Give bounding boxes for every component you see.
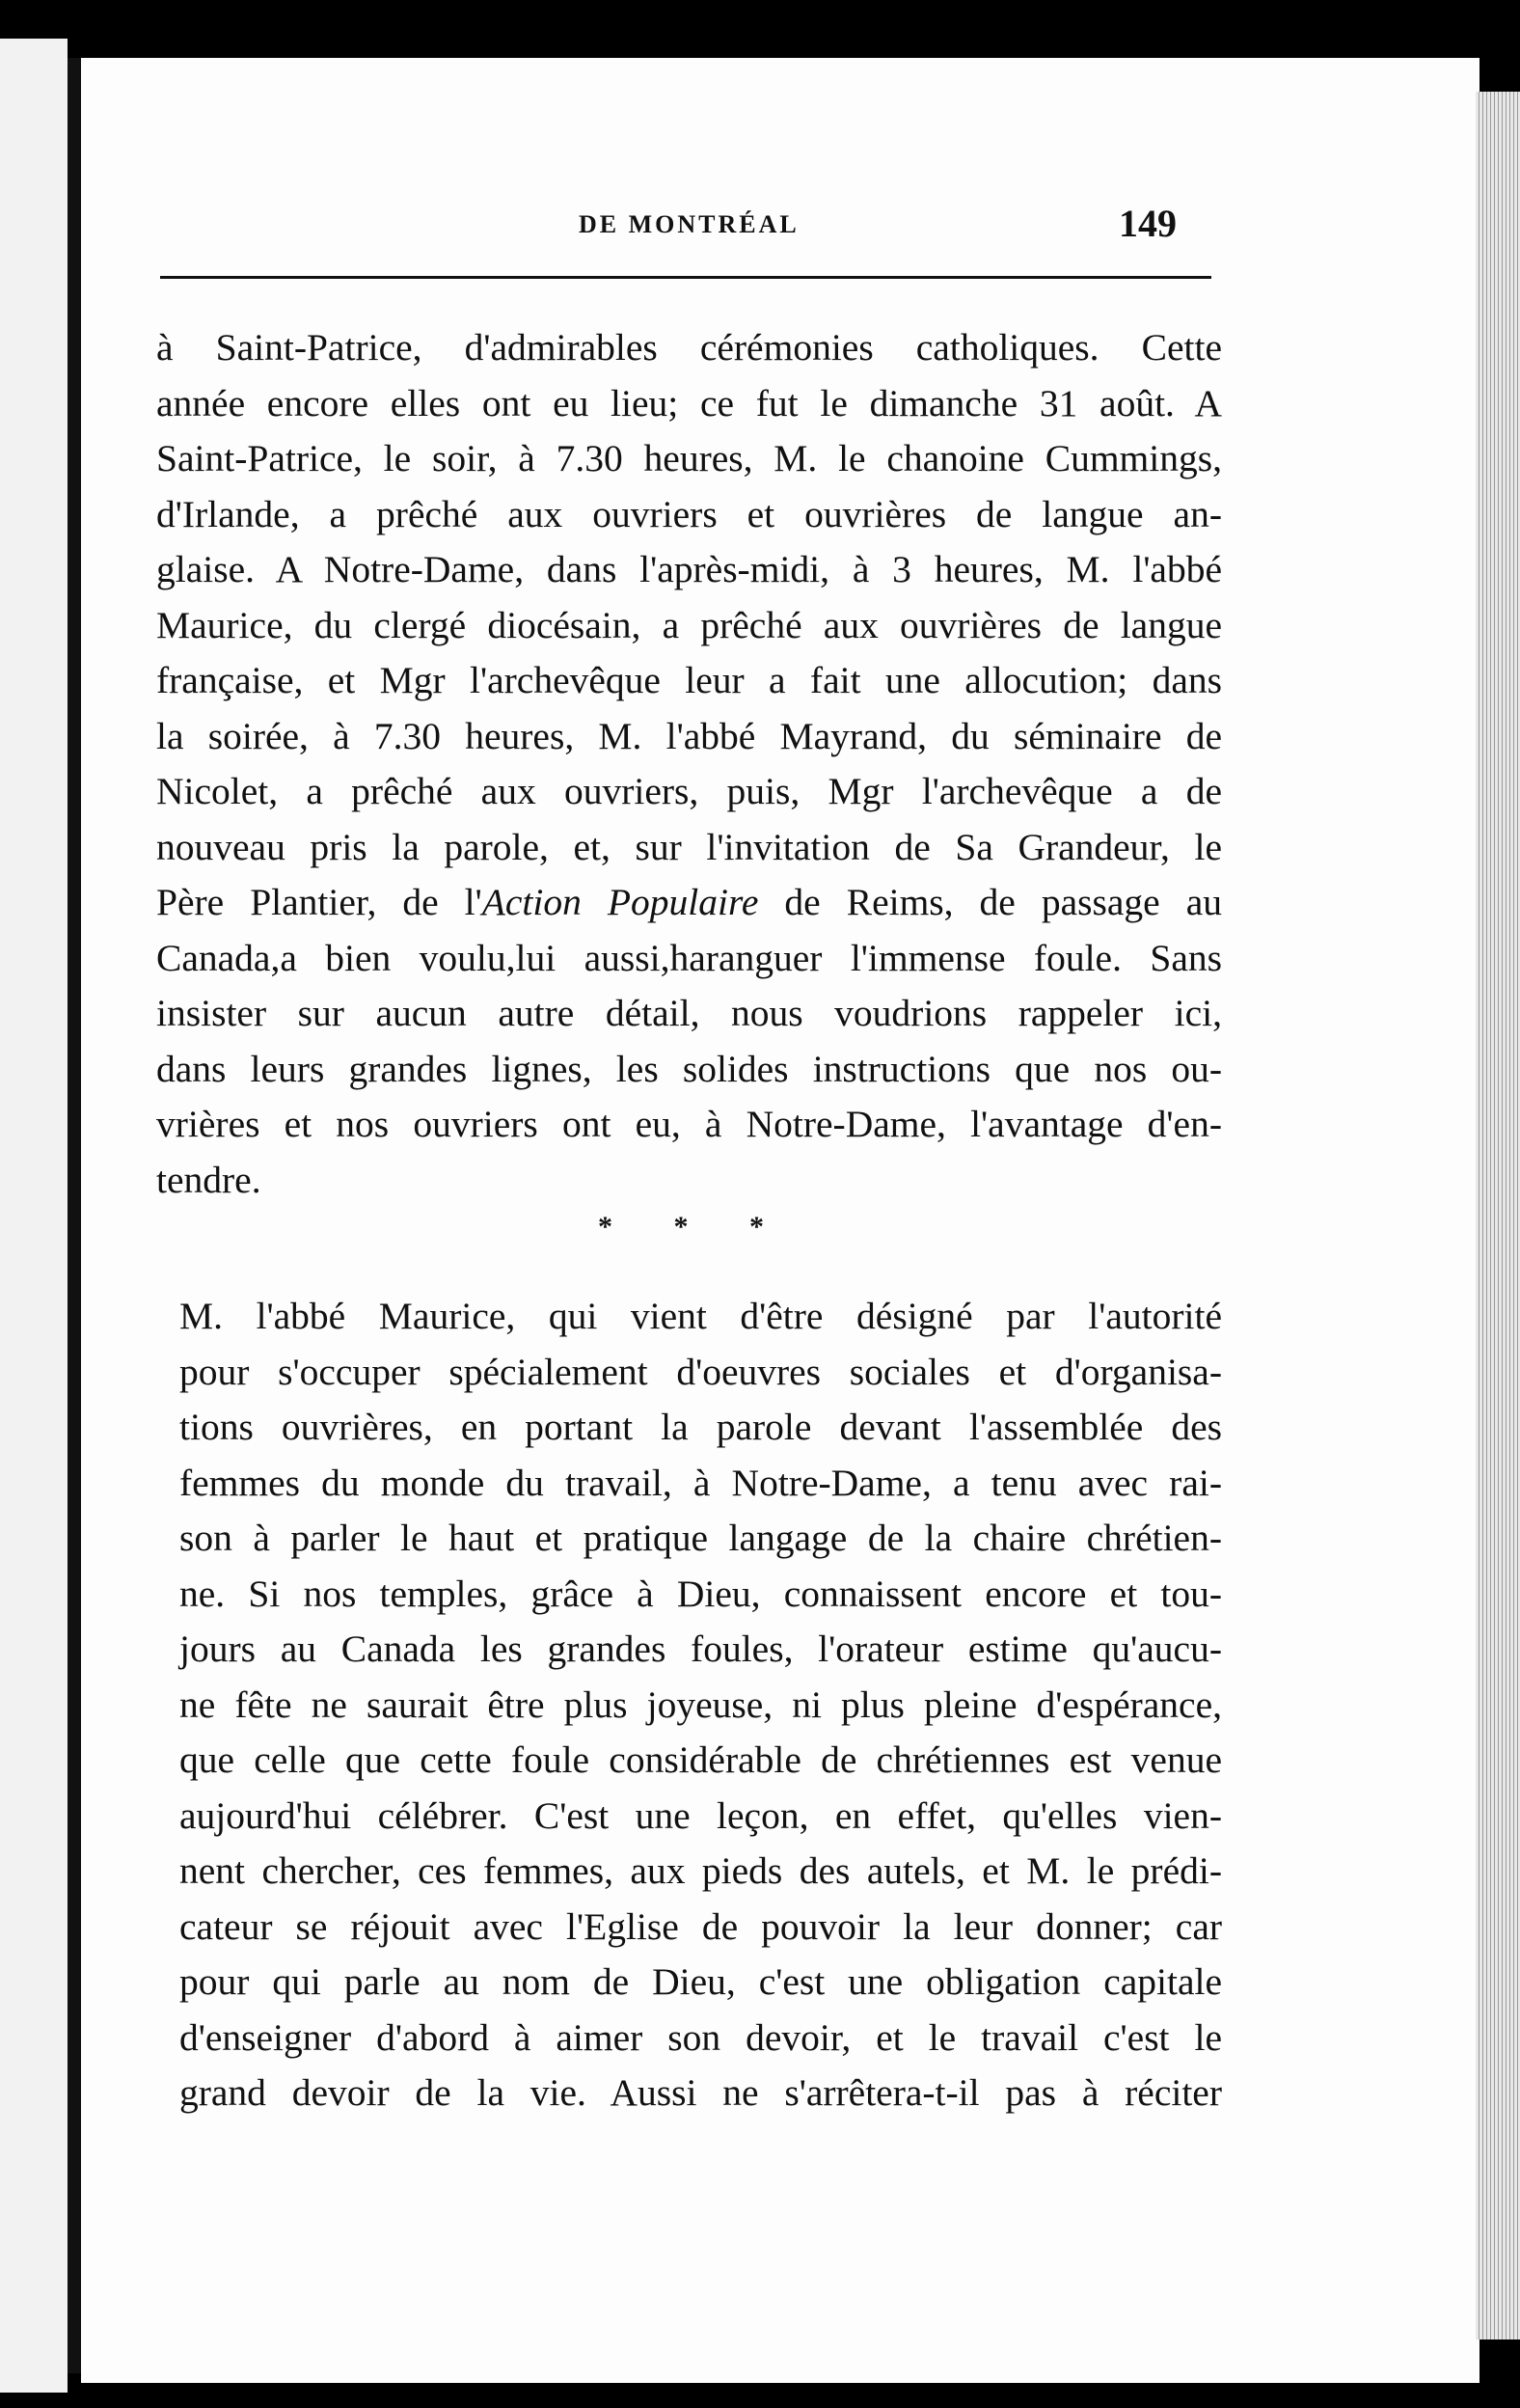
text-line: cateur se réjouit avec l'Eglise de pouvoir la leur donner; car [179, 1904, 1222, 1948]
adjacent-page-edge [0, 39, 68, 2393]
text-line: que celle que cette foule considérable de chrétiennes est venue [179, 1738, 1222, 1781]
text-line: nent chercher, ces femmes, aux pieds des autels, et M. le prédi- [179, 1849, 1222, 1892]
page-edge-stack [1476, 92, 1520, 2340]
header-rule [160, 276, 1211, 279]
text-line: pour qui parle au nom de Dieu, c'est une obligation capitale [179, 1960, 1222, 2003]
running-head: DE MONTRÉAL [579, 210, 800, 238]
text-line: aujourd'hui célébrer. C'est une leçon, en effet, qu'elles vien- [179, 1793, 1222, 1837]
text-line: tions ouvrières, en portant la parole devant l'assemblée des [179, 1406, 1222, 1448]
text-line-with-italic [156, 875, 1222, 931]
text-line: pour s'occuper spécialement d'oeuvres sociales et d'organisa- [179, 1350, 1222, 1393]
text-segment: de Reims, de passage au [758, 881, 1222, 923]
text-line: insister sur aucun autre détail, nous voudrions rappeler ici, [156, 992, 1222, 1034]
text-line: vrières et nos ouvriers ont eu, à Notre-Dame, l'avantage d'en- [156, 1103, 1222, 1145]
text-line: ne. Si nos temples, grâce à Dieu, connaissent encore et tou- [179, 1572, 1222, 1615]
text-line: d'enseigner d'abord à aimer son devoir, et le travail c'est le [179, 2015, 1222, 2059]
text-line: Canada,a bien voulu,lui aussi,haranguer l'immense foule. Sans [156, 936, 1222, 979]
text-line: Maurice, du clergé diocésain, a prêché aux ouvrières de langue [156, 603, 1222, 646]
text-line: grand devoir de la vie. Aussi ne s'arrêtera-t-il pas à réciter [179, 2071, 1222, 2114]
text-line: ne fête ne saurait être plus joyeuse, ni plus pleine d'espérance, [179, 1683, 1222, 1726]
paragraph-1 [156, 320, 1222, 1208]
text-segment: Père Plantier, de l' [156, 881, 482, 923]
italic-title: Action Populaire [481, 881, 759, 923]
book-gutter [68, 58, 81, 2373]
text-line: nouveau pris la parole, et, sur l'invitation de Sa Grandeur, le [156, 825, 1222, 868]
text-line: femmes du monde du travail, à Notre-Dame, a tenu avec rai- [179, 1461, 1222, 1504]
section-separator: * * * [598, 1211, 791, 1243]
text-line: jours au Canada les grandes foules, l'orateur estime qu'aucu- [179, 1628, 1222, 1670]
text-line: d'Irlande, a prêché aux ouvriers et ouvrières de langue an- [156, 492, 1222, 535]
text-line: son à parler le haut et pratique langage de la chaire chrétien- [179, 1517, 1222, 1559]
text-line: à Saint-Patrice, d'admirables cérémonies catholiques. Cette [156, 326, 1222, 369]
text-line: Nicolet, a prêché aux ouvriers, puis, Mgr l'archevêque a de [156, 770, 1222, 812]
text-line: Saint-Patrice, le soir, à 7.30 heures, M. le chanoine Cummings, [156, 437, 1222, 479]
text-line: glaise. A Notre-Dame, dans l'après-midi, à 3 heures, M. l'abbé [156, 548, 1222, 590]
text-line: française, et Mgr l'archevêque leur a fait une allocution; dans [156, 659, 1222, 701]
paragraph-2 [156, 1289, 1222, 2121]
text-line: la soirée, à 7.30 heures, M. l'abbé Mayrand, du séminaire de [156, 714, 1222, 757]
text-line: année encore elles ont eu lieu; ce fut le dimanche 31 août. A [156, 381, 1222, 424]
page-number: 149 [1119, 202, 1177, 245]
text-line: M. l'abbé Maurice, qui vient d'être désigné par l'autorité [179, 1295, 1222, 1337]
text-line: dans leurs grandes lignes, les solides instructions que nos ou- [156, 1047, 1222, 1090]
text-line: tendre. [156, 1158, 261, 1201]
